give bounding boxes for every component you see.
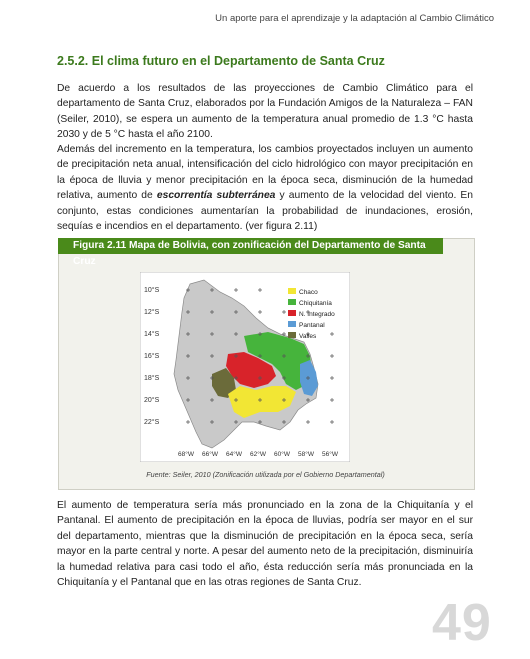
- legend-swatch-norte-integrado: [288, 310, 296, 316]
- legend-swatch-valles: [288, 332, 296, 338]
- lat-label: 12°S: [144, 309, 160, 316]
- lat-label: 20°S: [144, 397, 160, 404]
- legend-label: Chaco: [299, 289, 318, 296]
- paragraph-text-a: Además del incremento en la temperatura, los cambios proyectados incluyen un aumento de precipitación neta anual, intensificación del ciclo hidrológico con mayor precipitación en la época de lluvia y menor precipitación en la época seca, disminución de la humedad relativa, aumento de: [57, 144, 473, 202]
- lat-label: 22°S: [144, 419, 160, 426]
- lon-label: 66°W: [202, 451, 218, 458]
- legend-swatch-chiquitania: [288, 299, 296, 305]
- legend-label: Valles: [299, 333, 317, 340]
- legend-label: N. Integrado: [299, 311, 335, 318]
- bolivia-map: [140, 272, 350, 462]
- lat-label: 16°S: [144, 353, 160, 360]
- paragraph-intro: [57, 81, 473, 143]
- lat-label: 14°S: [144, 331, 160, 338]
- lat-label: 18°S: [144, 375, 160, 382]
- figure-caption: Figura 2.11 Mapa de Bolivia, con zonificación del Departamento de Santa Cruz: [58, 238, 443, 254]
- lon-label: 58°W: [298, 451, 314, 458]
- paragraph-text-b: y aumento de la velocidad del viento. En conjunto, estas condiciones aumentarían la probabilidad de inundaciones, erosión, sequías e incendios en el departamento. (ver figura 2.11): [57, 190, 473, 233]
- figure-source: Fuente: Seiler, 2010 (Zonificación utilizada por el Gobierno Departamental): [146, 470, 385, 479]
- legend-label: Pantanal: [299, 322, 325, 329]
- page-number: 49: [432, 594, 492, 652]
- lon-label: 56°W: [322, 451, 338, 458]
- running-header: Un aporte para el aprendizaje y la adaptación al Cambio Climático: [215, 13, 494, 24]
- legend-swatch-pantanal: [288, 321, 296, 327]
- section-title: 2.5.2. El clima futuro en el Departamento de Santa Cruz: [57, 54, 385, 68]
- lon-label: 62°W: [250, 451, 266, 458]
- emphasis-term: escorrentía subterránea: [156, 190, 276, 202]
- legend-label: Chiquitanía: [299, 300, 332, 307]
- lon-label: 68°W: [178, 451, 194, 458]
- paragraph-changes: [57, 142, 473, 234]
- lat-label: 10°S: [144, 287, 160, 294]
- lon-label: 64°W: [226, 451, 242, 458]
- paragraph-text: De acuerdo a los resultados de las proyecciones de Cambio Climático para el departamento de Santa Cruz, elaborados por la Fundación Amigos de la Naturaleza – FAN (Seiler, 2010), se espera un aumento de la temperatura anual promedio de 1.3 °C hasta 2030 y de 5 °C hasta el año 2100.: [57, 83, 473, 141]
- legend-swatch-chaco: [288, 288, 296, 294]
- paragraph-conclusion: [57, 498, 473, 590]
- lon-label: 60°W: [274, 451, 290, 458]
- paragraph-text: El aumento de temperatura sería más pronunciado en la zona de la Chiquitanía y el Pantanal. El aumento de precipitación en la época de lluvias, podría ser mayor en el sur del departamento, mientras que la disminución de precipitación en la época seca, sería mayor en la parte central y norte. A pesar del aumento neto de la precipitación, disminuiría la humedad relativa para casi todo el año, ésta reducción sería más pronunciada en la Chiquitanía y el Pantanal que en las otras regiones de Santa Cruz.: [57, 500, 473, 589]
